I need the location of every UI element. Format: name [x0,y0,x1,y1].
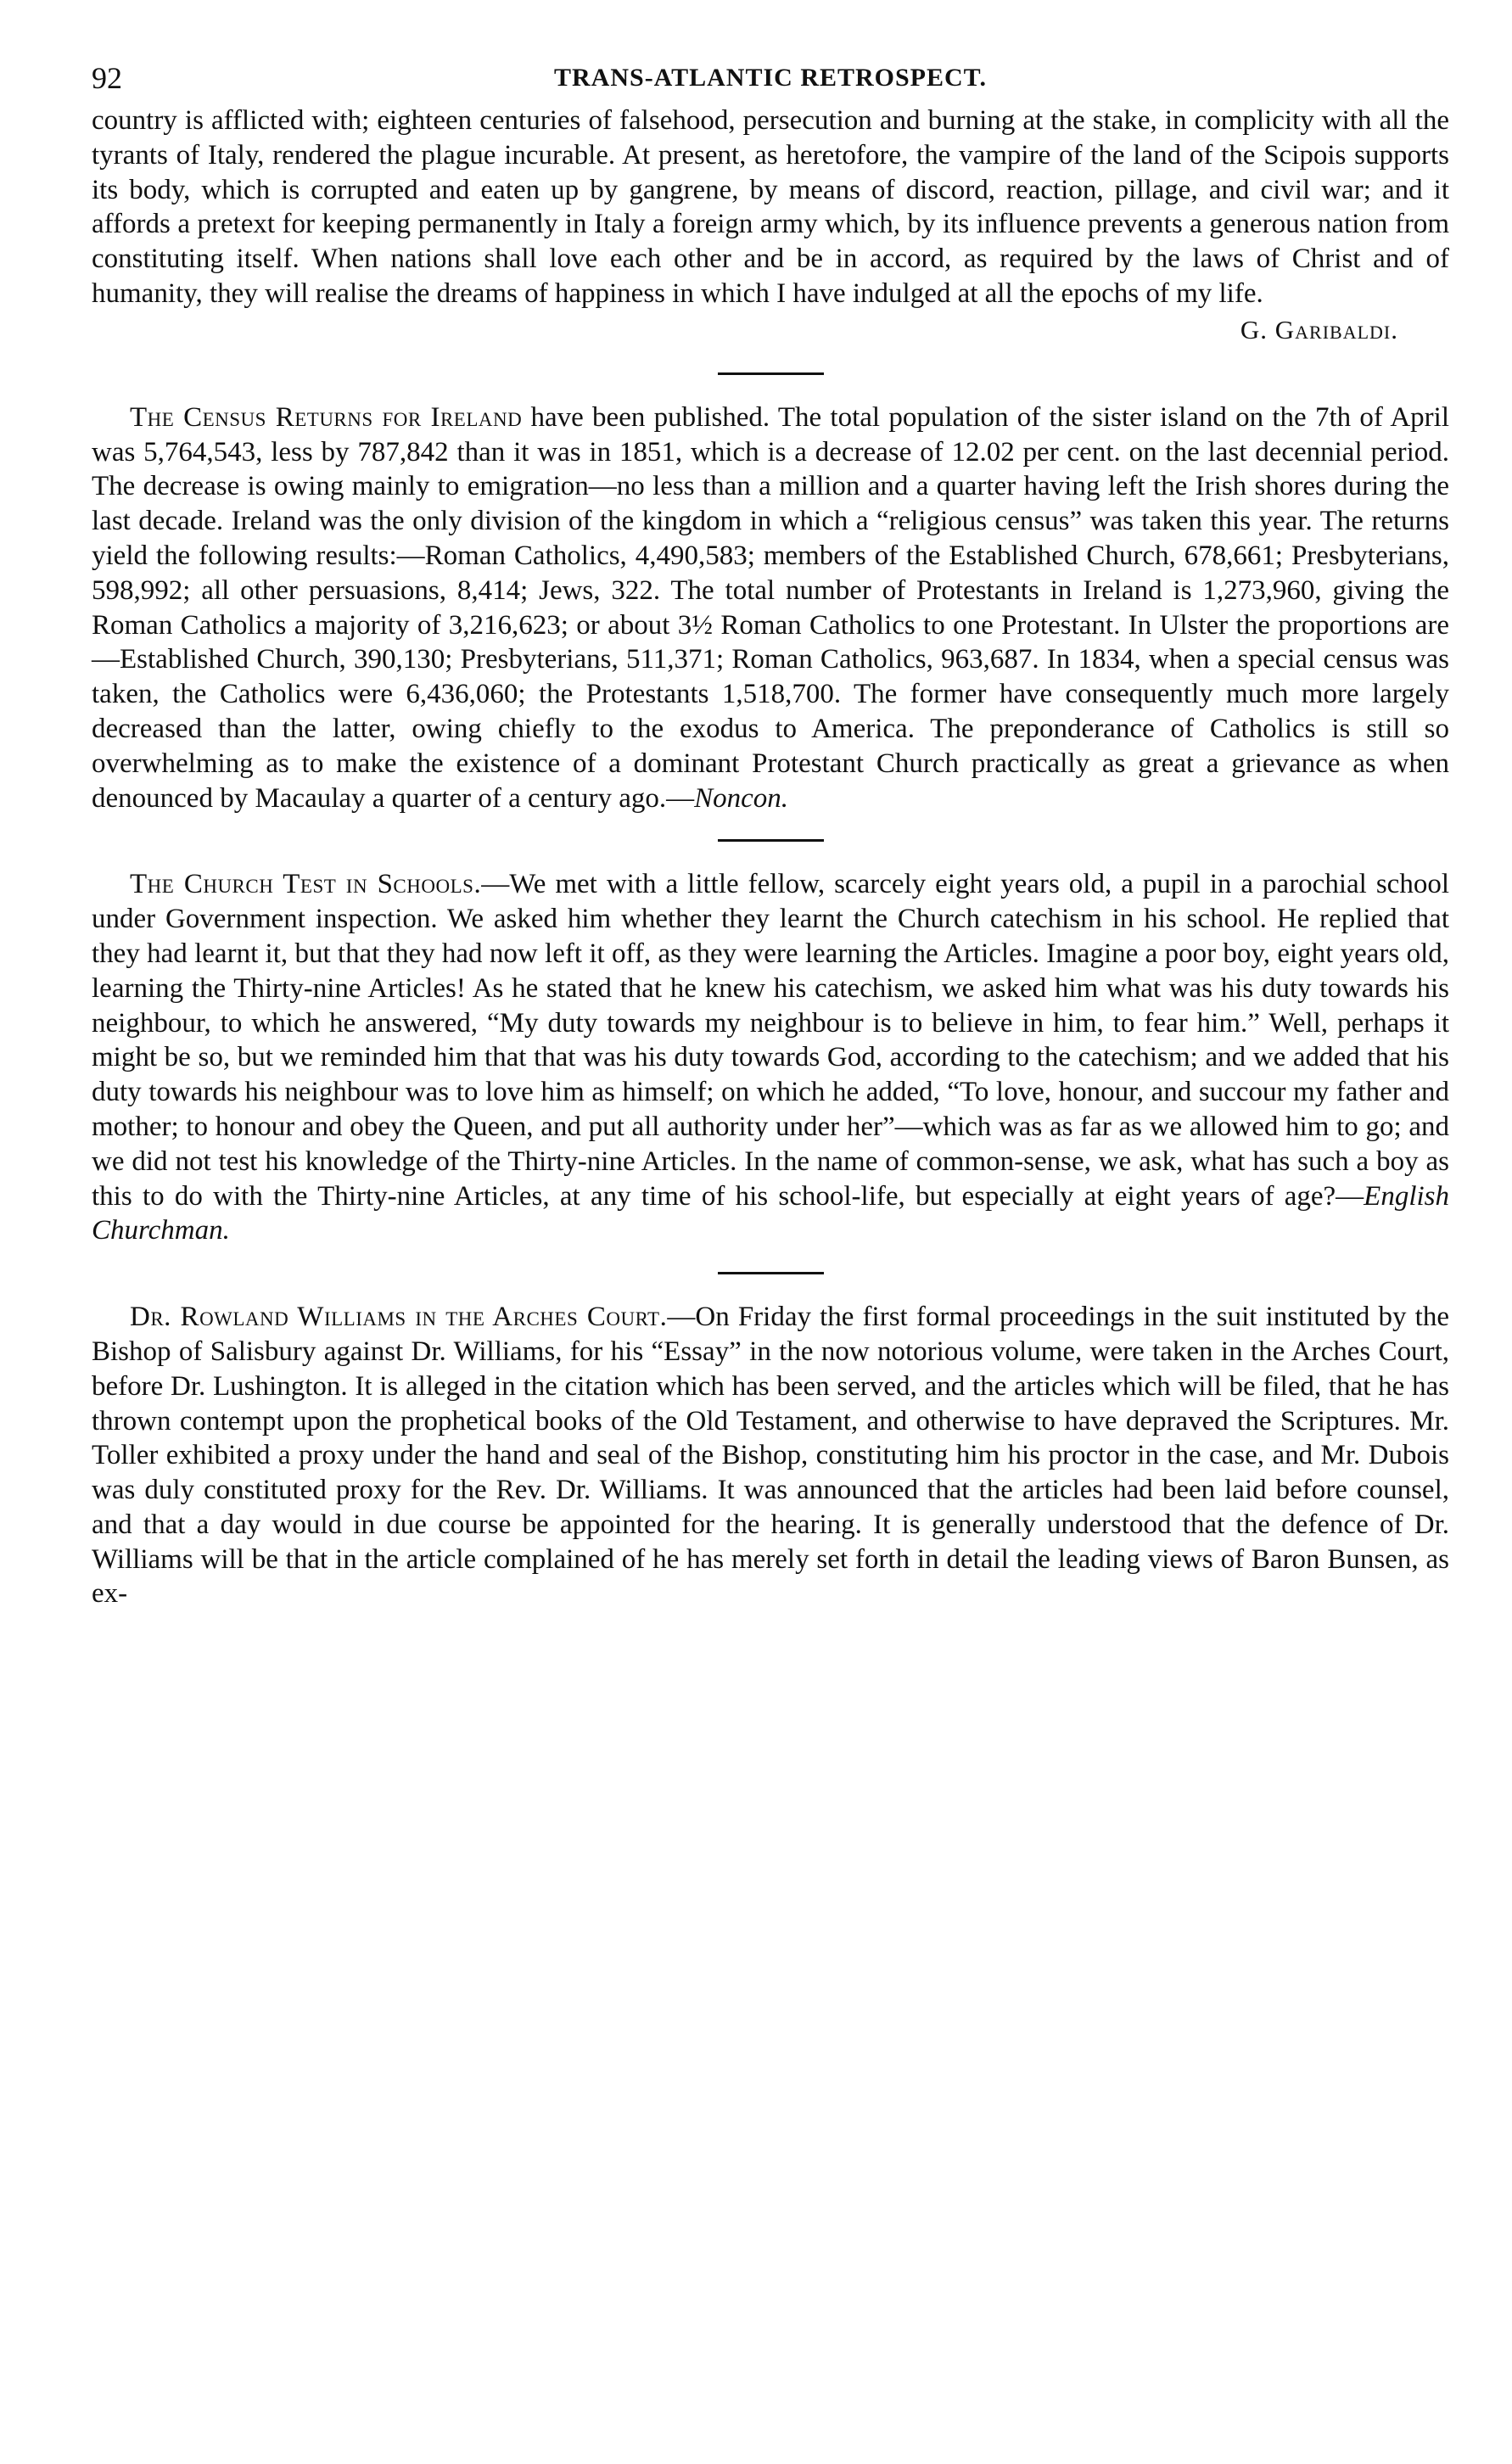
page [92,53,1449,1611]
section-divider [718,839,824,842]
census-text: have been published. The total population of the sister island on the 7th of April was 5,764,543, less by 787,842 than it was in 1851, which is a decrease of 12.02 per cent. on the last decennial period. The decrease is owing mainly to emigration—no less than a million and a quarter having left the Irish shores during the last decade. Ireland was the only division of the kingdom in which a “religious census” was taken this year. The returns yield the following results:—Roman Catholics, 4,490,583; members of the Established Church, 678,661; Presbyterians, 598,992; all other persuasions, 8,414; Jews, 322. The total number of Protestants in Ireland is 1,273,960, giving the Roman Catholics a majority of 3,216,623; or about 3½ Roman Catholics to one Protestant. In Ulster the proportions are—Established Church, 390,130; Presbyterians, 511,371; Roman Catholics, 963,687. In 1834, when a special census was taken, the Catholics were 6,436,060; the Protestants 1,518,700. The former have consequently much more largely decreased than the latter, owing chiefly to the exodus to America. The preponderance of Catholics is still so overwhelming as to make the existence of a dominant Protestant Church practically as great a grievance as when denounced by Macaulay a quarter of a century ago.— [92,401,1449,814]
running-title: TRANS-ATLANTIC RETROSPECT. [554,64,987,92]
running-head [92,53,1449,104]
census-source: Noncon. [694,782,789,814]
section-divider [718,1272,824,1274]
garibaldi-paragraph: country is afflicted with; eighteen centuries of falsehood, persecution and burning at the stake, in complicity with all the tyrants of Italy, rendered the plague incurable. At present, as heretofore, the vampire of the land of the Scipois supports its body, which is corrupted and eaten up by gangrene, by means of discord, reaction, pillage, and civil war; and it affords a pretext for keeping permanently in Italy a foreign army which, by its influence prevents a generous nation from constituting itself. When nations shall love each other and be in accord, as required by the laws of Christ and of humanity, they will realise the dreams of happiness in which I have indulged at all the epochs of my life. [92,105,1449,309]
williams-text: —On Friday the first formal proceedings in the suit instituted by the Bishop of Salisbury against Dr. Williams, for his “Essay” in the now notorious volume, were taken in the Arches Court, before Dr. Lushington. It is alleged in the citation which has been served, and the articles which will be filed, that he has thrown contempt upon the prophetical books of the Old Testament, and otherwise to have depraved the Scriptures. Mr. Toller exhibited a proxy under the hand and seal of the Bishop, constituting him his proctor in the case, and Mr. Dubois was duly constituted proxy for the Rev. Dr. Williams. It was announced that the articles had been laid before counsel, and that a day would in due course be appointed for the hearing. It is generally understood that the defence of Dr. Williams will be that in the article complained of he has merely set forth in detail the leading views of Baron Bunsen, as ex- [92,1302,1449,1610]
church-test-source: English Churchman. [92,1180,1449,1246]
church-test-text: —We met with a little fellow, scarcely eight years old, a pupil in a parochial school under Government inspection. We asked him whether they learnt the Church catechism in his school. He replied that they had learnt it, but that they had now left it off, as they were learning the Articles. Imagine a poor boy, eight years old, learning the Thirty-nine Articles! As he stated that he knew his catechism, we asked him what was his duty towards his neighbour, to which he answered, “My duty towards my neighbour is to believe in him, to fear him.” Well, perhaps it might be so, but we reminded him that that was his duty towards God, according to the catechism; and we added that his duty towards his neighbour was to love him as himself; on which he added, “To love, honour, and succour my father and mother; to honour and obey the Queen, and put all authority under her”—which was as far as we allowed him to go; and we did not test his knowledge of the Thirty-nine Articles. In the name of common-sense, we ask, what has such a boy as this to do with the Thirty-nine Articles, at any time of his school-life, but especially at eight years of age?— [92,869,1449,1212]
church-test-heading: The Church Test in Schools. [130,869,482,900]
census-heading: The Census Returns for Ireland [130,401,523,433]
williams-paragraph [92,1300,1449,1611]
williams-heading: Dr. Rowland Williams in the Arches Court. [130,1302,668,1333]
garibaldi-signature: G. Garibaldi. [1240,314,1398,344]
page-number: 92 [92,61,122,95]
church-test-paragraph [92,867,1449,1248]
census-paragraph [92,400,1449,816]
section-divider [718,372,824,375]
